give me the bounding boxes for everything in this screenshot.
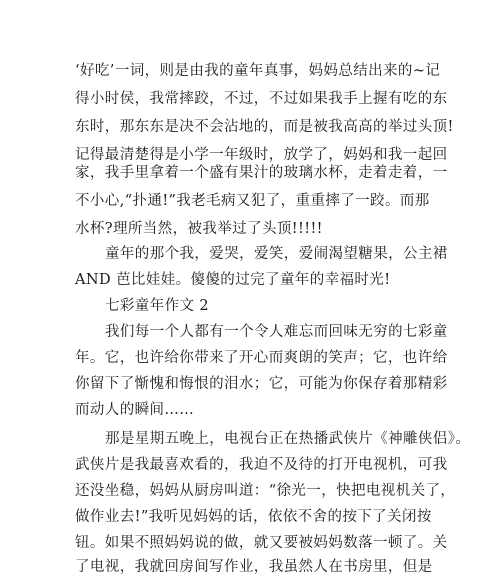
text-line: 还没坐稳，妈妈从厨房叫道：“徐光一，快把电视机关了， [75,483,456,499]
paragraph-start-line: 那是星期五晚上，电视台正在热播武侠片《神雕侠侣》。 [105,431,471,447]
paragraph-start-line: 童年的那个我，爱哭，爱笑，爱闹渴望糖果，公主裙 [105,246,448,262]
text-line: 得小时侯，我常摔跤，不过，不过如果我手上握有吃的东 [75,91,448,107]
text-line: 记得最清楚得是小学一年级时，放学了，妈妈和我一起回 [75,147,448,163]
paragraph-start-line: 我们每一个人都有一个令人难忘而回味无穷的七彩童 [105,324,448,340]
text-line: ‘好吃’一词，则是由我的童年真事，妈妈总结出来的~记 [75,63,441,79]
section-heading: 七彩童年作文 2 [105,298,210,314]
text-line: 而动人的瞬间…… [75,402,195,418]
text-line: 钮。如果不照妈妈说的做，就又要被妈妈数落一顿了。关 [75,535,448,551]
text-line: 做作业去!”我听见妈妈的话，依依不舍的按下了关闭按 [75,509,432,525]
text-line: 水杯?理所当然，被我举过了头顶!!!!! [75,221,323,237]
text-line: 东时，那东东是决不会沾地的，而是被我高高的举过头顶! [75,119,454,135]
text-line: 年。它，也许给你带来了开心而爽朗的笑声；它，也许给 [75,350,448,366]
text-line: 家，我手里拿着一个盛有果汁的玻璃水杯，走着走着，一 [75,165,448,181]
text-line: 不小心,“扑通!”我老毛病又犯了，重重摔了一跤。而那 [75,193,430,209]
text-line: 你留下了惭愧和悔恨的泪水；它，可能为你保存着那精彩 [75,376,448,392]
text-line: 了电视，我就回房间写作业，我虽然人在书房里，但是 [75,559,433,575]
text-line: AND 芭比娃娃。傻傻的过完了童年的幸福时光! [75,272,391,288]
text-line: 武侠片是我最喜欢看的，我迫不及待的打开电视机，可我 [75,457,448,473]
